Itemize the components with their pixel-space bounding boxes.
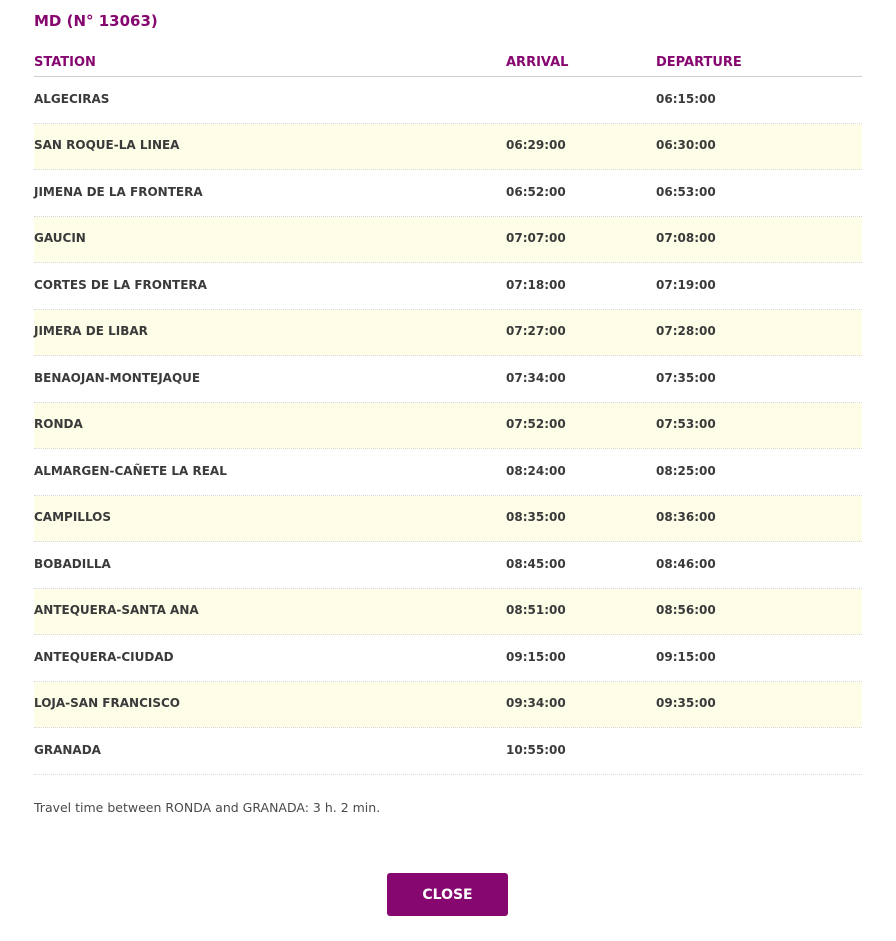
arrival-cell: 08:51:00 [506, 603, 566, 618]
arrival-cell: 08:24:00 [506, 463, 566, 478]
departure-cell: 08:25:00 [656, 463, 716, 478]
departure-cell: 07:53:00 [656, 417, 716, 432]
departure-cell: 09:35:00 [656, 696, 716, 711]
arrival-cell: 07:07:00 [506, 231, 566, 246]
station-cell: JIMENA DE LA FRONTERA [34, 184, 203, 199]
arrival-cell: 06:29:00 [506, 138, 566, 153]
departure-cell: 08:46:00 [656, 556, 716, 571]
table-row [34, 728, 862, 775]
departure-cell: 06:15:00 [656, 91, 716, 106]
station-cell: GRANADA [34, 742, 101, 757]
table-row [34, 217, 862, 264]
station-cell: LOJA-SAN FRANCISCO [34, 696, 180, 711]
travel-time-note: Travel time between RONDA and GRANADA: 3 h. 2 min. [34, 800, 381, 815]
station-cell: ALGECIRAS [34, 91, 110, 106]
departure-cell: 06:30:00 [656, 138, 716, 153]
table-row [34, 170, 862, 217]
arrival-cell: 08:45:00 [506, 556, 566, 571]
table-row [34, 263, 862, 310]
table-header [34, 55, 862, 77]
schedule-table [34, 55, 862, 775]
arrival-cell: 08:35:00 [506, 510, 566, 525]
departure-cell: 06:53:00 [656, 184, 716, 199]
table-row [34, 403, 862, 450]
departure-cell: 09:15:00 [656, 649, 716, 664]
table-row [34, 124, 862, 171]
station-cell: BOBADILLA [34, 556, 111, 571]
table-row [34, 356, 862, 403]
station-cell: BENAOJAN-MONTEJAQUE [34, 370, 201, 385]
arrival-cell: 09:15:00 [506, 649, 566, 664]
station-cell: SAN ROQUE-LA LINEA [34, 138, 180, 153]
table-row [34, 635, 862, 682]
table-row [34, 310, 862, 357]
table-row [34, 496, 862, 543]
arrival-cell: 07:34:00 [506, 370, 566, 385]
close-button[interactable]: CLOSE [387, 873, 508, 916]
arrival-cell: 10:55:00 [506, 742, 566, 757]
station-cell: ANTEQUERA-CIUDAD [34, 649, 174, 664]
station-cell: ANTEQUERA-SANTA ANA [34, 603, 199, 618]
departure-cell: 08:56:00 [656, 603, 716, 618]
table-row [34, 449, 862, 496]
table-body [34, 77, 862, 775]
arrival-cell: 09:34:00 [506, 696, 566, 711]
arrival-cell: 06:52:00 [506, 184, 566, 199]
departure-cell: 07:08:00 [656, 231, 716, 246]
departure-cell: 07:35:00 [656, 370, 716, 385]
arrival-cell: 07:18:00 [506, 277, 566, 292]
station-cell: JIMERA DE LIBAR [34, 324, 148, 339]
header-station: STATION [34, 55, 96, 70]
table-row [34, 542, 862, 589]
departure-cell: 07:19:00 [656, 277, 716, 292]
arrival-cell: 07:27:00 [506, 324, 566, 339]
table-row [34, 682, 862, 729]
station-cell: ALMARGEN-CAÑETE LA REAL [34, 463, 227, 478]
station-cell: CAMPILLOS [34, 510, 112, 525]
station-cell: CORTES DE LA FRONTERA [34, 277, 207, 292]
departure-cell: 07:28:00 [656, 324, 716, 339]
header-departure: DEPARTURE [656, 55, 742, 70]
station-cell: GAUCIN [34, 231, 86, 246]
departure-cell: 08:36:00 [656, 510, 716, 525]
arrival-cell: 07:52:00 [506, 417, 566, 432]
station-cell: RONDA [34, 417, 83, 432]
header-arrival: ARRIVAL [506, 55, 569, 70]
table-row [34, 77, 862, 124]
table-row [34, 589, 862, 636]
dialog-title: MD (N° 13063) [34, 12, 158, 30]
